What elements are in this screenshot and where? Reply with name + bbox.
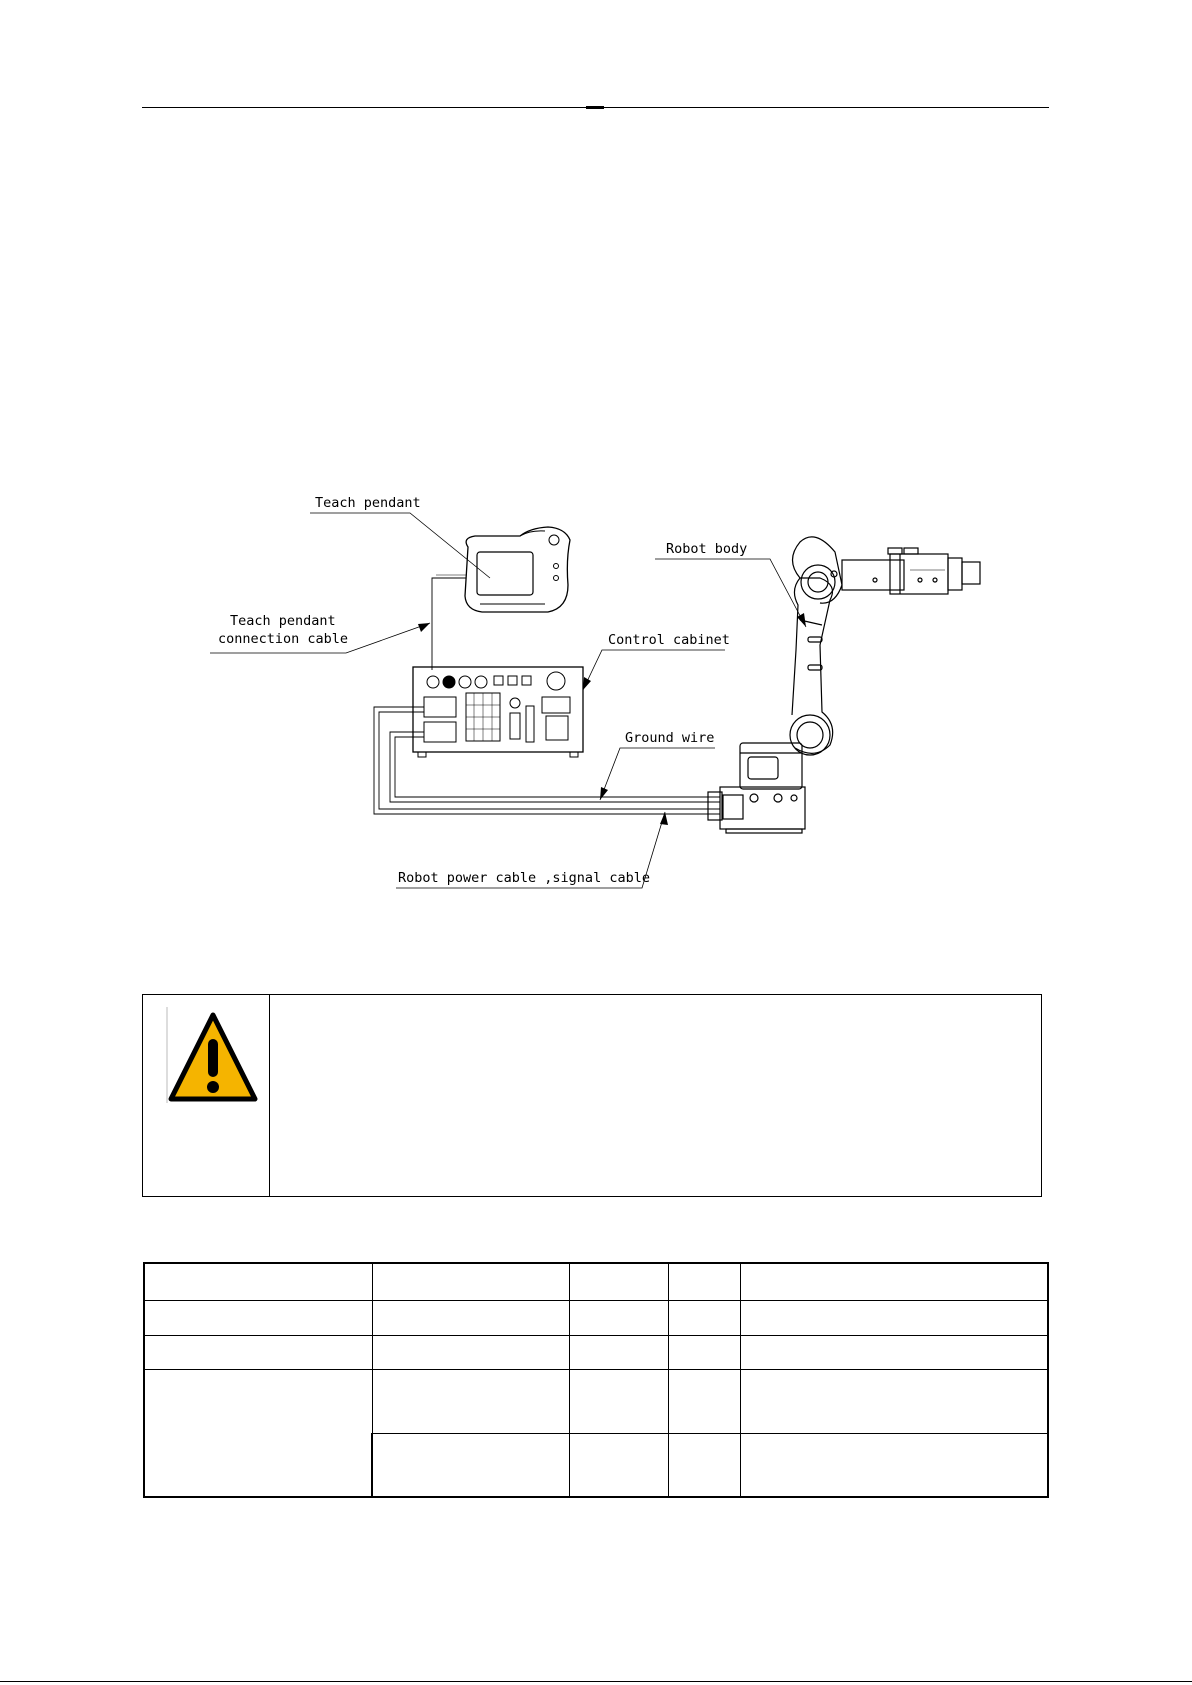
table-cell — [668, 1369, 740, 1433]
table-cell — [740, 1300, 1048, 1335]
table-cell — [569, 1263, 668, 1300]
table-cell — [372, 1335, 569, 1369]
table-cell — [372, 1263, 569, 1300]
table-cell — [372, 1300, 569, 1335]
table-cell — [668, 1300, 740, 1335]
label-teach-pendant: Teach pendant — [315, 495, 421, 511]
table-cell — [668, 1263, 740, 1300]
leader-ground-wire — [600, 748, 715, 800]
label-ground-wire: Ground wire — [625, 730, 715, 746]
table-cell — [740, 1433, 1048, 1497]
table-cell — [740, 1263, 1048, 1300]
robot-arm-device — [708, 537, 980, 833]
label-robot-cable: Robot power cable ,signal cable — [398, 870, 650, 886]
label-teach-pendant-cable-2: connection cable — [218, 631, 349, 647]
table-cell — [569, 1369, 668, 1433]
table-cell — [569, 1300, 668, 1335]
teach-pendant-device — [465, 527, 570, 612]
table-cell — [372, 1433, 569, 1497]
table-row — [144, 1300, 1048, 1335]
teach-pendant-cable — [432, 578, 466, 670]
table-cell — [144, 1263, 372, 1300]
table-cell — [668, 1335, 740, 1369]
table-row — [144, 1369, 1048, 1433]
cable-runs — [374, 707, 720, 814]
label-teach-pendant-cable-1: Teach pendant — [230, 613, 336, 629]
warning-triangle-icon — [165, 1003, 261, 1107]
table-cell — [740, 1369, 1048, 1433]
leader-robot-body — [655, 559, 806, 627]
table-cell — [144, 1369, 372, 1497]
warning-box — [142, 994, 1042, 1197]
table-row — [144, 1263, 1048, 1300]
table-cell — [740, 1335, 1048, 1369]
table-cell — [569, 1335, 668, 1369]
warning-divider — [269, 995, 270, 1196]
table-cell — [144, 1335, 372, 1369]
table-row — [144, 1335, 1048, 1369]
leader-control-cabinet — [583, 650, 725, 690]
control-cabinet-device — [413, 667, 583, 757]
table-cell — [372, 1369, 569, 1433]
leader-teach-pendant — [310, 513, 490, 578]
spec-table — [143, 1262, 1049, 1498]
table-cell — [569, 1433, 668, 1497]
table-cell — [668, 1433, 740, 1497]
footer-rule — [0, 1681, 1192, 1682]
table-cell — [144, 1300, 372, 1335]
label-robot-body: Robot body — [666, 541, 748, 557]
label-control-cabinet: Control cabinet — [608, 632, 730, 648]
